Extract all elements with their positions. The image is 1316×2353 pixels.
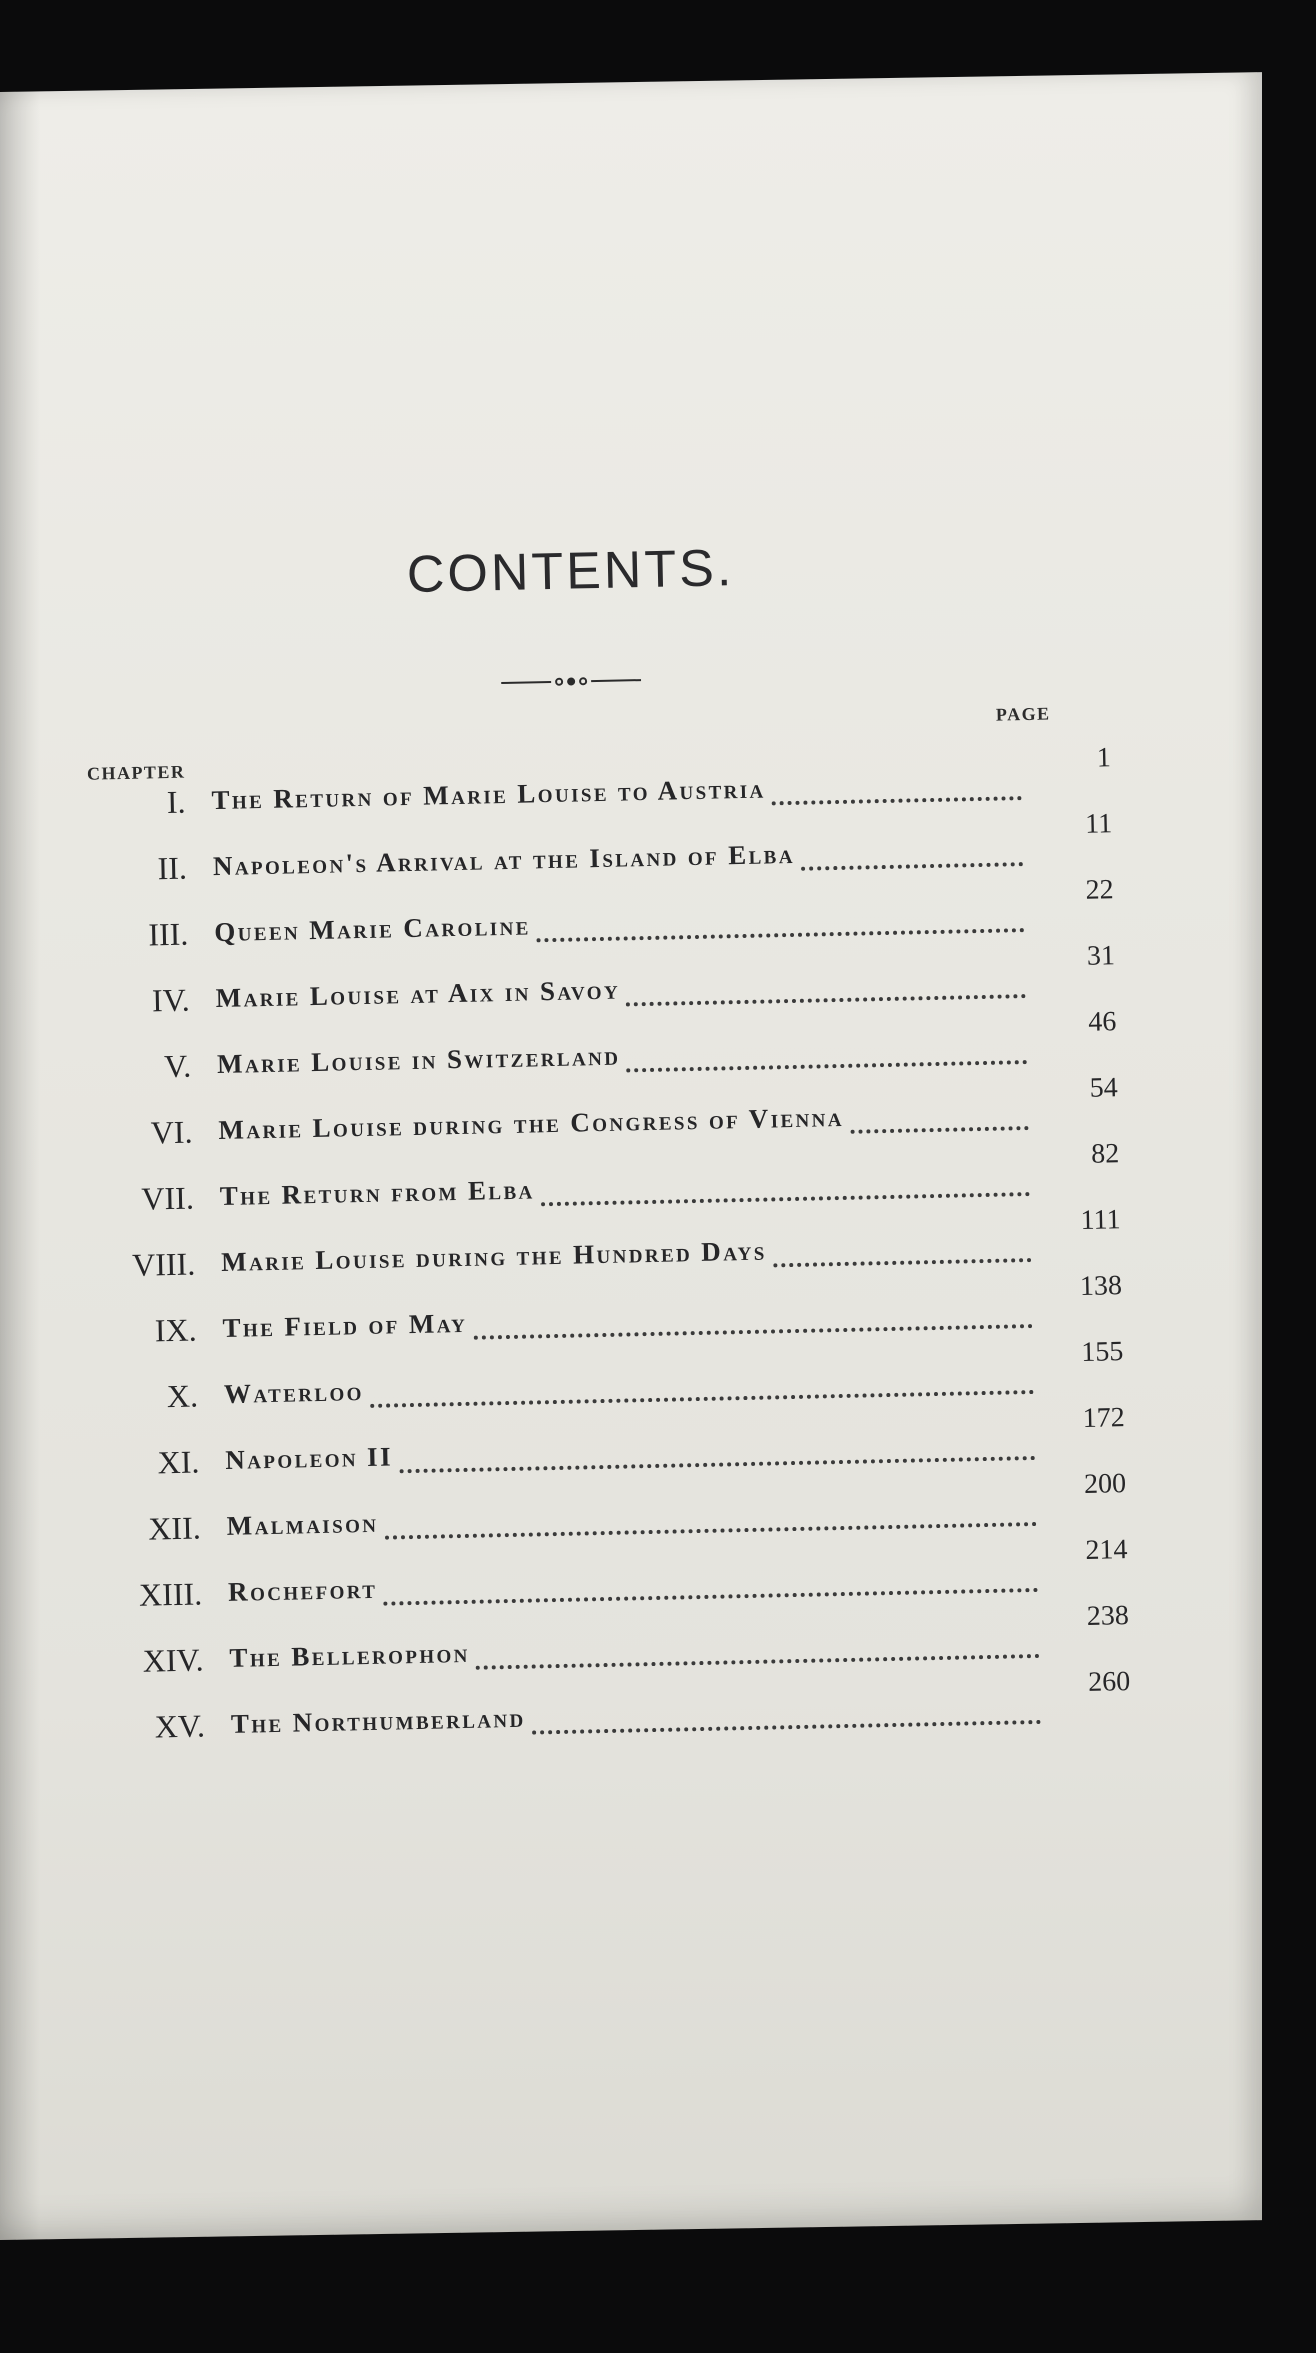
chapter-numeral: VI. [150,1113,193,1151]
chapter-numeral: II. [157,849,188,887]
page-number: 172 [1082,1402,1125,1434]
page-column-header: PAGE [995,703,1051,725]
chapter-title: Waterloo [223,1376,365,1409]
page-number: 54 [1089,1072,1119,1104]
page-number: 22 [1085,874,1114,906]
chapter-title: The Return of Marie Louise to Austria [211,773,766,816]
dot-leader [385,1502,1037,1540]
chapter-title: Napoleon's Arrival at the Island of Elba [212,838,796,882]
dot-leader [473,1304,1032,1340]
dot-leader [532,1700,1041,1735]
chapter-numeral: X. [166,1377,199,1415]
chapter-numeral: XIII. [138,1575,203,1613]
chapter-numeral: IV. [151,981,191,1019]
dot-leader [536,908,1024,942]
chapter-title: Marie Louise during the Congress of Vienna [218,1101,845,1146]
chapter-numeral: VII. [141,1179,195,1217]
chapter-numeral: VIII. [131,1245,196,1283]
dot-leader [383,1568,1038,1606]
dot-leader [541,1172,1030,1206]
chapter-title: Malmaison [226,1507,379,1541]
chapter-title: Rochefort [227,1573,378,1607]
chapter-title: The Field of May [222,1307,468,1343]
dot-leader [801,842,1023,871]
chapter-numeral: IX. [154,1311,197,1349]
chapter-title: Marie Louise in Switzerland [216,1040,621,1080]
dot-leader [370,1370,1034,1408]
chapter-numeral: V. [163,1047,192,1085]
dot-leader [399,1436,1035,1473]
chapter-numeral: III. [147,915,189,953]
chapter-title: The Bellerophon [229,1637,471,1673]
dot-leader [626,1040,1027,1072]
page-number: 31 [1086,940,1116,972]
page-number: 138 [1079,1270,1123,1303]
page-number: 260 [1087,1666,1131,1698]
chapter-title: The Return from Elba [219,1174,535,1212]
page-number: 214 [1085,1534,1128,1566]
page-number: 11 [1084,808,1113,840]
ornament-divider [501,672,641,691]
chapter-numeral: XV. [154,1707,206,1745]
dot-leader [771,776,1021,805]
dot-leader [773,1238,1031,1267]
chapter-title: Napoleon II [225,1441,394,1475]
chapter-column-header: CHAPTER [86,761,186,784]
chapter-title: Marie Louise at Aix in Savoy [215,974,621,1014]
dot-leader [475,1634,1039,1670]
dot-leader [850,1106,1028,1134]
chapter-numeral: I. [166,783,186,821]
page-number: 200 [1083,1468,1127,1500]
chapter-title: Marie Louise during the Hundred Days [220,1235,767,1277]
chapter-numeral: XI. [157,1443,200,1481]
page-title: CONTENTS. [406,539,735,604]
page-number: 155 [1080,1336,1124,1368]
page-number: 111 [1080,1204,1121,1236]
chapter-title: Queen Marie Caroline [213,910,532,948]
page-number: 238 [1086,1600,1130,1632]
chapter-numeral: XII. [147,1509,202,1547]
dot-leader [625,974,1025,1006]
page-number: 82 [1090,1138,1120,1170]
page-number: 1 [1096,742,1112,774]
page-number: 46 [1088,1006,1117,1038]
chapter-title: The Northumberland [230,1702,526,1739]
chapter-numeral: XIV. [142,1641,204,1679]
